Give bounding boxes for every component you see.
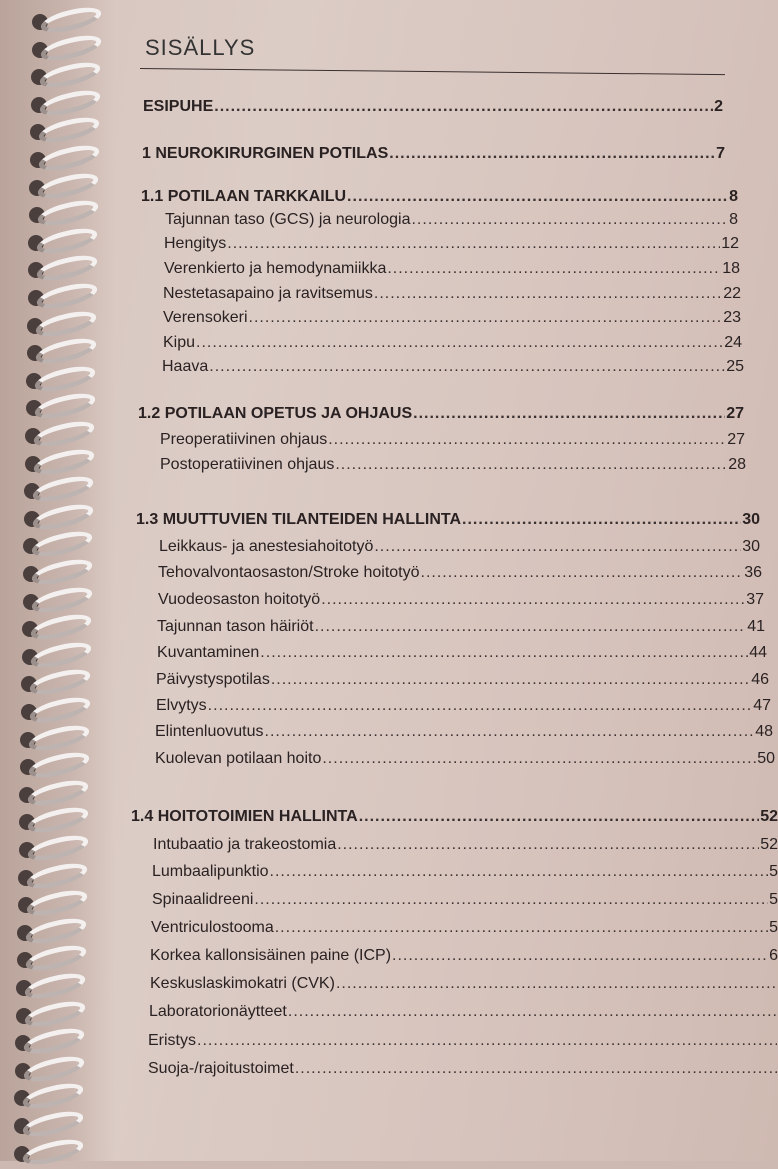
toc-entry-text: Keskuslaskimokatri (CVK) bbox=[150, 975, 335, 992]
toc-entry-page: 12 bbox=[721, 235, 739, 252]
leader-dots bbox=[336, 975, 777, 993]
toc-entry-text: Nestetasapaino ja ravitsemus bbox=[163, 285, 373, 302]
toc-entry-text: Kuolevan potilaan hoito bbox=[155, 750, 322, 767]
toc-title: SISÄLLYS bbox=[145, 35, 256, 60]
toc-entry-page: 8 bbox=[729, 211, 738, 228]
toc-entry-page: 27 bbox=[727, 431, 745, 448]
toc-entry-text: Suoja-/rajoitustoimet bbox=[148, 1060, 294, 1077]
toc-entry bbox=[163, 334, 742, 352]
leader-dots bbox=[197, 1032, 777, 1050]
leader-dots bbox=[265, 723, 755, 741]
leader-dots bbox=[462, 511, 741, 529]
toc-entry-text: Lumbaalipunktio bbox=[152, 863, 269, 880]
leader-dots bbox=[387, 260, 721, 278]
toc-entry-page: 46 bbox=[751, 671, 769, 688]
toc-entry-text: ESIPUHE bbox=[143, 98, 214, 115]
toc-entry-text: Tehovalvontaosaston/Stroke hoitotyö bbox=[158, 564, 420, 581]
toc-entry-page: 36 bbox=[744, 564, 762, 581]
toc-entry bbox=[159, 538, 760, 556]
leader-dots bbox=[209, 358, 725, 376]
toc-entry-text: Kuvantaminen bbox=[157, 644, 260, 661]
toc-entry-text: Haava bbox=[162, 358, 209, 375]
toc-entry bbox=[150, 947, 778, 965]
toc-entry-page: 6 bbox=[769, 947, 778, 964]
toc-entry-text: Tajunnan taso (GCS) ja neurologia bbox=[165, 211, 411, 228]
leader-dots bbox=[214, 98, 713, 116]
leader-dots bbox=[389, 145, 715, 163]
toc-entry-text: Leikkaus- ja anestesiahoitotyö bbox=[159, 538, 374, 555]
toc-entry-text: Postoperatiivinen ohjaus bbox=[160, 456, 335, 473]
toc-entry-text: Elvytys bbox=[156, 697, 207, 714]
toc-entry bbox=[156, 697, 771, 715]
toc-entry-text: Eristys bbox=[148, 1032, 196, 1049]
toc-entry bbox=[143, 98, 723, 116]
leader-dots bbox=[270, 863, 769, 881]
toc-entry-text: 1.3 MUUTTUVIEN TILANTEIDEN HALLINTA bbox=[136, 511, 462, 528]
toc-entry-page: 25 bbox=[726, 358, 744, 375]
leader-dots bbox=[374, 538, 741, 556]
toc-entry-text: 1.1 POTILAAN TARKKAILU bbox=[141, 188, 347, 205]
toc-entry bbox=[138, 405, 744, 423]
leader-dots bbox=[275, 919, 768, 937]
leader-dots bbox=[321, 591, 745, 609]
toc-entry-page: 30 bbox=[742, 511, 760, 528]
leader-dots bbox=[374, 285, 722, 303]
toc-entry bbox=[153, 836, 778, 854]
toc-entry bbox=[160, 456, 746, 474]
toc-entry bbox=[149, 1003, 778, 1021]
leader-dots bbox=[335, 456, 727, 474]
toc-entry-text: Kipu bbox=[163, 334, 196, 351]
leader-dots bbox=[322, 750, 756, 768]
toc-entry-page: 47 bbox=[753, 697, 771, 714]
toc-entry-text: Vuodeosaston hoitotyö bbox=[158, 591, 321, 608]
toc-entry-text: Preoperatiivinen ohjaus bbox=[160, 431, 328, 448]
toc-entry-page: 24 bbox=[724, 334, 742, 351]
leader-dots bbox=[295, 1060, 777, 1078]
toc-entry bbox=[155, 723, 773, 741]
leader-dots bbox=[347, 188, 728, 206]
toc-entry-page: 48 bbox=[755, 723, 773, 740]
leader-dots bbox=[411, 211, 728, 229]
toc-entry bbox=[148, 1032, 778, 1050]
toc-entry bbox=[155, 750, 775, 768]
toc-entry-page: 37 bbox=[746, 591, 764, 608]
toc-entry bbox=[163, 285, 741, 303]
toc-entry bbox=[164, 235, 739, 253]
leader-dots bbox=[359, 808, 760, 826]
toc-entry-page: 50 bbox=[757, 750, 775, 767]
toc-entry-page: 8 bbox=[729, 188, 738, 205]
leader-dots bbox=[392, 947, 768, 965]
toc-entry-text: Hengitys bbox=[164, 235, 227, 252]
toc-entry-page: 18 bbox=[722, 260, 740, 277]
toc-entry-page: 52 bbox=[760, 808, 778, 825]
toc-entry-text: Korkea kallonsisäinen paine (ICP) bbox=[150, 947, 392, 964]
toc-entry bbox=[150, 975, 778, 993]
toc-entry bbox=[152, 863, 778, 881]
toc-entry-text: 1 NEUROKIRURGINEN POTILAS bbox=[142, 145, 389, 162]
toc-entry bbox=[158, 564, 762, 582]
leader-dots bbox=[328, 431, 726, 449]
toc-entry bbox=[152, 891, 778, 909]
leader-dots bbox=[315, 618, 747, 636]
toc-entry bbox=[142, 145, 725, 163]
toc-entry-page: 5 bbox=[769, 919, 778, 936]
toc-entry-page: 28 bbox=[728, 456, 746, 473]
toc-entry-text: Tajunnan tason häiriöt bbox=[157, 618, 314, 635]
toc-entry-text: Elintenluovutus bbox=[155, 723, 264, 740]
toc-entry-text: 1.2 POTILAAN OPETUS JA OHJAUS bbox=[138, 405, 413, 422]
leader-dots bbox=[208, 697, 753, 715]
toc-entry-text: Spinaalidreeni bbox=[152, 891, 254, 908]
toc-entry bbox=[151, 919, 778, 937]
toc-entry-page: 30 bbox=[742, 538, 760, 555]
toc-entry-page: 27 bbox=[726, 405, 744, 422]
toc-entry bbox=[165, 211, 738, 229]
toc-entry-text: Verenkierto ja hemodynamiikka bbox=[164, 260, 387, 277]
leader-dots bbox=[254, 891, 768, 909]
toc-entry bbox=[162, 358, 744, 376]
leader-dots bbox=[421, 564, 744, 582]
toc-entry-text: Verensokeri bbox=[163, 309, 248, 326]
toc-entry bbox=[158, 591, 764, 609]
toc-entry bbox=[136, 511, 760, 529]
toc-entry bbox=[131, 808, 778, 826]
leader-dots bbox=[227, 235, 720, 253]
toc-entry-page: 44 bbox=[749, 644, 767, 661]
leader-dots bbox=[260, 644, 748, 662]
toc-entry-text: Päivystyspotilas bbox=[156, 671, 270, 688]
toc-entry bbox=[157, 644, 767, 662]
toc-entry-page: 23 bbox=[723, 309, 741, 326]
toc-entry bbox=[160, 431, 745, 449]
toc-entry bbox=[157, 618, 765, 636]
toc-entry bbox=[156, 671, 769, 689]
leader-dots bbox=[288, 1003, 777, 1021]
toc-entry-page: 2 bbox=[714, 98, 723, 115]
leader-dots bbox=[196, 334, 723, 352]
toc-entry-text: Ventriculostooma bbox=[151, 919, 274, 936]
toc-entry bbox=[148, 1060, 778, 1078]
toc-entry bbox=[163, 309, 741, 327]
toc-entry-text: Intubaatio ja trakeostomia bbox=[153, 836, 337, 853]
toc-entry-page: 22 bbox=[723, 285, 741, 302]
toc-entry bbox=[164, 260, 740, 278]
title-rule bbox=[140, 68, 725, 75]
toc-entry-text: 1.4 HOITOTOIMIEN HALLINTA bbox=[131, 808, 358, 825]
toc-entry bbox=[141, 188, 738, 206]
leader-dots bbox=[337, 836, 759, 854]
leader-dots bbox=[271, 671, 750, 689]
leader-dots bbox=[249, 309, 723, 327]
toc-entry-page: 7 bbox=[716, 145, 725, 162]
toc-entry-page: 41 bbox=[747, 618, 765, 635]
leader-dots bbox=[413, 405, 725, 423]
toc-entry-page: 52 bbox=[760, 836, 778, 853]
toc-entry-page: 5 bbox=[769, 863, 778, 880]
toc-entry-page: 5 bbox=[769, 891, 778, 908]
toc-entry-text: Laboratorionäytteet bbox=[149, 1003, 287, 1020]
